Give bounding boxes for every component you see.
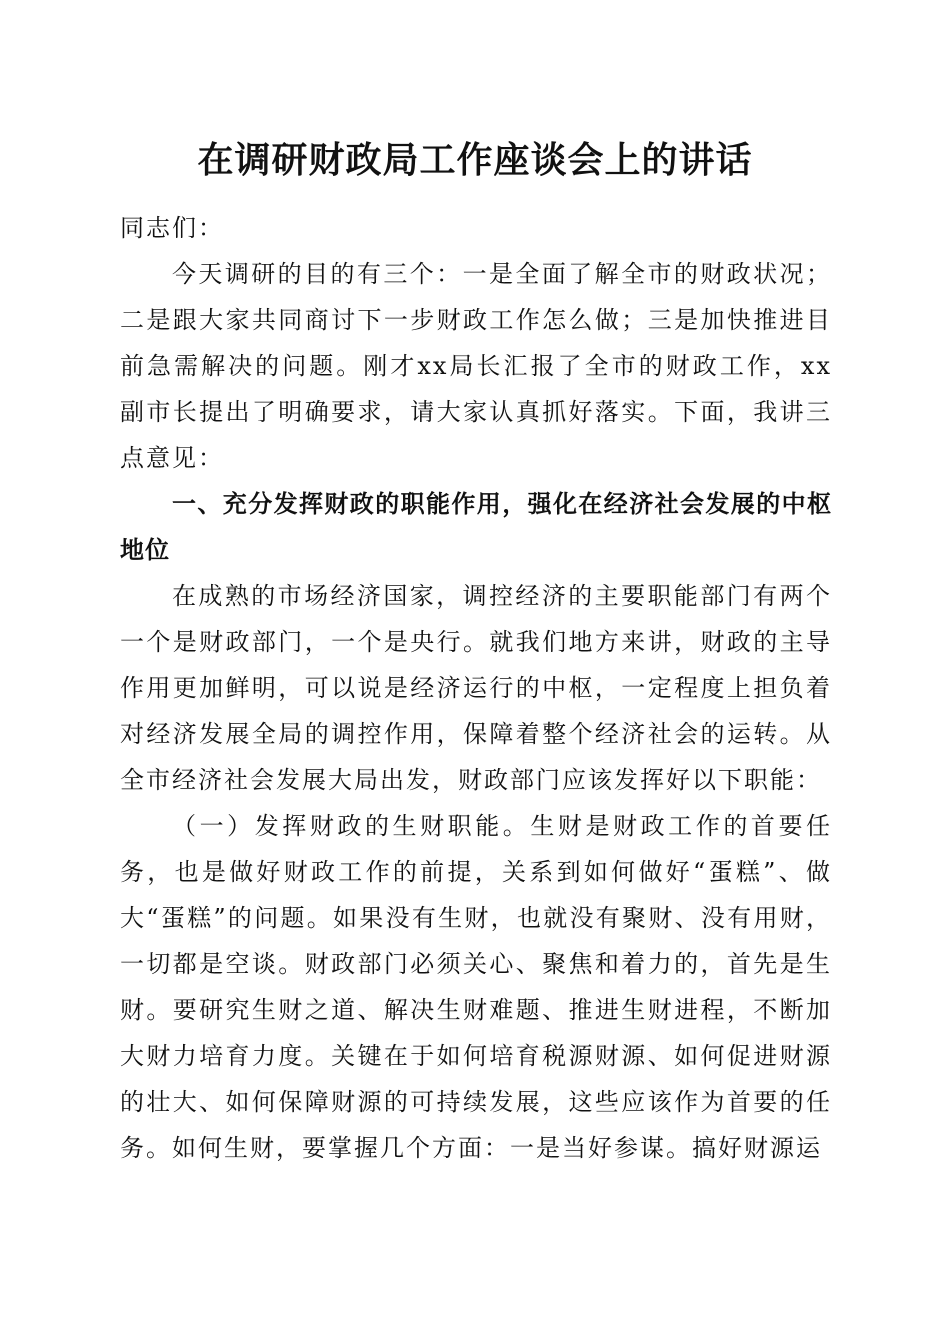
salutation: 同志们： — [120, 214, 224, 242]
subsection-heading: 发挥财政的生财职能。 — [254, 812, 531, 840]
section-heading: 一、充分发挥财政的职能作用，强化在经济社会发展的中枢地位 — [120, 490, 832, 564]
subsection-number: （一） — [172, 812, 255, 840]
document-body — [120, 205, 832, 1171]
intro-paragraph: 今天调研的目的有三个：一是全面了解全市的财政状况；二是跟大家共同商讨下一步财政工作怎么做；三是加快推进目前急需解决的问题。刚才xx局长汇报了全市的财政工作，xx副市长提出了明确要求，请大家认真抓好落实。下面，我讲三点意见： — [120, 260, 832, 472]
section-paragraph: 在成熟的市场经济国家，调控经济的主要职能部门有两个一个是财政部门，一个是央行。就我们地方来讲，财政的主导作用更加鲜明，可以说是经济运行的中枢，一定程度上担负着对经济发展全局的调控作用，保障着整个经济社会的运转。从全市经济社会发展大局出发，财政部门应该发挥好以下职能： — [120, 582, 832, 794]
document-title: 在调研财政局工作座谈会上的讲话 — [197, 139, 753, 181]
subsection-paragraph — [120, 803, 832, 1171]
subsection-text: 生财是财政工作的首要任务，也是做好财政工作的前提，关系到如何做好“蛋糕”、做大“蛋糕”的问题。如果没有生财，也就没有聚财、没有用财，一切都是空谈。财政部门必须关心、聚焦和着力的，首先是生财。要研究生财之道、解决生财难题、推进生财进程，不断加大财力培育力度。关键在于如何培育税源财源、如何促进财源的壮大、如何保障财源的可持续发展，这些应该作为首要的任务。如何生财，要掌握几个方面：一是当好参谋。搞好财源运 — [120, 812, 833, 1162]
